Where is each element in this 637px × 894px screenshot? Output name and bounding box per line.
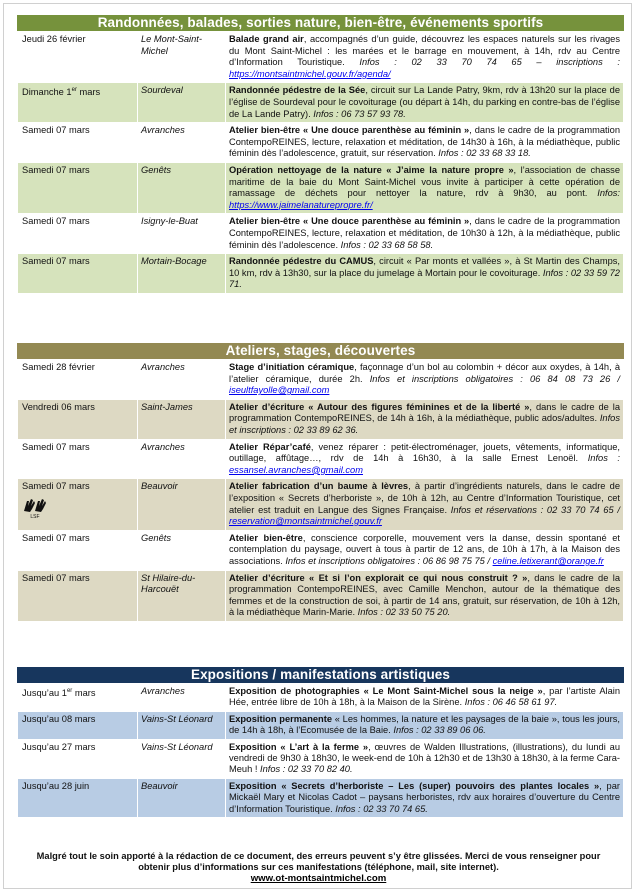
table-row — [18, 123, 624, 163]
event-title: Atelier fabrication d’un baume à lèvres — [229, 481, 409, 492]
event-date: Samedi 07 mars — [18, 570, 138, 621]
event-date: Dimanche 1er mars — [18, 83, 138, 123]
event-date: Vendredi 06 mars — [18, 399, 138, 439]
event-title: Exposition « L’art à la ferme » — [229, 741, 369, 752]
event-description: Atelier bien-être « Une douce parenthèse au féminin », dans le cadre de la programmation ContempoREINES, lecture, relaxation et méditation, de 14h30 à 16h, à la médiathèque, public féminin dès l’adolescence, gratuit, sur réservation. Infos : 02 33 68 33 18. — [226, 123, 624, 163]
event-info: Infos : 02 33 68 58 58. — [340, 239, 434, 250]
event-place: Mortain-Bocage — [138, 254, 226, 294]
event-date: Jeudi 26 février — [18, 32, 138, 83]
event-info: Infos : 02 33 70 74 65. — [335, 803, 428, 814]
event-date: Samedi 07 mars — [18, 214, 138, 254]
event-title: Atelier bien-être « Une douce parenthèse au féminin » — [229, 125, 470, 136]
table-row — [18, 439, 624, 479]
event-info: Infos : — [587, 453, 620, 464]
event-info: Infos : 02 33 70 82 40. — [260, 764, 353, 775]
events-table — [17, 31, 624, 294]
event-date: Samedi 07 mars — [18, 254, 138, 294]
event-place: St Hilaire-du-Harcouët — [138, 570, 226, 621]
section-title: Ateliers, stages, découvertes — [17, 343, 624, 359]
table-row — [18, 739, 624, 778]
table-row — [18, 32, 624, 83]
table-row — [18, 711, 624, 739]
event-place: Avranches — [138, 684, 226, 712]
event-title: Exposition de photographies « Le Mont Saint-Michel sous la neige » — [229, 686, 543, 696]
events-table — [17, 683, 624, 818]
event-place: Beauvoir — [138, 479, 226, 530]
event-info: Infos : 06 46 58 61 97. — [464, 697, 558, 708]
event-description: Exposition de photographies « Le Mont Saint-Michel sous la neige », par l’artiste Alain Hée, entrée libre de 10h à 18h, à la Maison de la Sirène. Infos : 06 46 58 61 97. — [226, 684, 624, 712]
table-row — [18, 360, 624, 400]
event-title: Atelier Répar’café — [229, 441, 311, 452]
section-title: Expositions / manifestations artistiques — [17, 667, 624, 683]
event-description: Exposition « Secrets d’herboriste – Les (super) pouvoirs des plantes locales », par Mickaël Mary et Nicolas Cadot – paysans herboristes, rdv aux horaires d’ouverture du Centre d’Information Touristique. Infos : 02 33 70 74 65. — [226, 778, 624, 817]
sign-language-icon — [22, 497, 48, 519]
event-place: Avranches — [138, 360, 226, 400]
event-place: Le Mont-Saint-Michel — [138, 32, 226, 83]
event-title: Balade grand air — [229, 34, 304, 44]
table-row — [18, 214, 624, 254]
event-place: Saint-James — [138, 399, 226, 439]
event-date: Samedi 07 mars — [18, 123, 138, 163]
event-date: Samedi 07 mars — [18, 530, 138, 570]
table-row — [18, 684, 624, 712]
section-title: Randonnées, balades, sorties nature, bien-être, événements sportifs — [17, 15, 624, 31]
table-row — [18, 778, 624, 817]
event-description: Balade grand air, accompagnés d’un guide, découvrez les espaces naturels sur les rivages du Mont Saint-Michel : les marées et le barrage en mouvement, à 14h, rdv au Centre d’Information Touristique. Infos : 02 33 70 74 65 – inscriptions : https://montsaintmichel.gouv.fr/agenda/ — [226, 32, 624, 83]
event-place: Vains-St Léonard — [138, 711, 226, 739]
event-description: Atelier bien-être « Une douce parenthèse au féminin », dans le cadre de la programmation ContempoREINES, lecture, relaxation et méditation, de 10h30 à 12h, à la médiathèque, public féminin dès l’adolescence. Infos : 02 33 68 58 58. — [226, 214, 624, 254]
event-link[interactable]: essansel.avranches@gmail.com — [229, 464, 363, 475]
event-info: Infos : 02 33 59 72 71. — [229, 267, 620, 290]
event-description: Exposition « L’art à la ferme », œuvres de Walden Illustrations, (illustrations), du lundi au vendredi de 9h30 à 18h30, le week-end de 10h à 12h30 et de 13h30 à 18h30, à la ferme Cara-Meuh ! Infos : 02 33 70 82 40. — [226, 739, 624, 778]
event-title: Stage d’initiation céramique — [229, 362, 355, 372]
event-description: Randonnée pédestre du CAMUS, circuit « Par monts et vallées », à St Martin des Champs, 10 km, rdv à 13h30, sur la place du jumelage à Mortain pour le covoiturage. Infos : 02 33 59 72 71. — [226, 254, 624, 294]
event-description: Opération nettoyage de la nature « J’aime la nature propre », l’association de chasse maritime de la baie du Mont Saint-Michel vous invite à participer à cette opération de ramassage de déchets pour nettoyer la nature, rdv à 9h30, au pont. Infos: https://www.jaimelanaturepropre.fr/ — [226, 162, 624, 213]
event-place: Sourdeval — [138, 83, 226, 123]
table-row — [18, 399, 624, 439]
event-place: Avranches — [138, 123, 226, 163]
event-info: Infos: — [597, 188, 620, 199]
event-link[interactable]: celine.letixerant@orange.fr — [492, 555, 604, 566]
table-row — [18, 570, 624, 621]
event-title: Atelier d’écriture « Autour des figures féminines et de la liberté » — [229, 401, 530, 412]
event-place: Avranches — [138, 439, 226, 479]
event-title: Atelier bien-être — [229, 532, 303, 543]
section-randonnees — [17, 15, 624, 294]
event-title: Randonnée pédestre de la Sée — [229, 85, 366, 96]
event-description: Exposition permanente « Les hommes, la nature et les paysages de la baie », tous les jours, de 14h à 18h, à l’Ecomusée de la Baie. Infos : 02 33 89 06 06. — [226, 711, 624, 739]
event-info: Infos : 02 33 89 06 06. — [393, 725, 486, 736]
event-place: Genêts — [138, 162, 226, 213]
event-date: Samedi 07 mars LSF — [18, 479, 138, 530]
event-title: Opération nettoyage de la nature « J’aime la nature propre » — [229, 164, 514, 175]
event-description: Stage d’initiation céramique, façonnage d’un bol au colombin + décor aux oxydes, à 14h, à l’atelier céramique, durée 2h. Infos et inscriptions obligatoires : 06 84 08 73 26 / iseultfayolle@gmail.com — [226, 360, 624, 400]
event-date: Samedi 07 mars — [18, 439, 138, 479]
event-link[interactable]: https://montsaintmichel.gouv.fr/agenda/ — [229, 68, 391, 79]
event-place: Vains-St Léonard — [138, 739, 226, 778]
event-place: Genêts — [138, 530, 226, 570]
event-link[interactable]: iseultfayolle@gmail.com — [229, 385, 330, 396]
event-info: Infos et inscriptions obligatoires : 06 84 08 73 26 / — [369, 373, 620, 384]
event-date: Samedi 28 février — [18, 360, 138, 400]
event-title: Randonnée pédestre du CAMUS — [229, 256, 374, 267]
event-info: Infos : 06 73 57 93 78. — [313, 108, 406, 119]
event-date: Jusqu’au 27 mars — [18, 739, 138, 778]
event-info: Infos et inscriptions : 02 33 89 62 36. — [229, 413, 620, 435]
event-description: Randonnée pédestre de la Sée, circuit sur La Lande Patry, 9km, rdv à 13h20 sur la place de l’église de Sourdeval pour le covoiturage (ou départ à 14h, du parking en contre-bas de l’église de La Lande Patry). Infos : 06 73 57 93 78. — [226, 83, 624, 123]
event-description: Atelier Répar’café, venez réparer : petit-électroménager, jouets, vêtements, informatique, outillage, affûtage…, rdv de 14h à 16h30, à la salle Ernest Lenoël. Infos : essansel.avranches@gmail.com — [226, 439, 624, 479]
event-title: Exposition « Secrets d’herboriste – Les (super) pouvoirs des plantes locales » — [229, 780, 600, 791]
event-info: Infos et inscriptions obligatoires : 06 86 98 75 75 / — [285, 555, 490, 566]
event-info: Infos : 02 33 68 33 18. — [438, 148, 531, 159]
events-table — [17, 359, 624, 622]
event-date: Jusqu’au 08 mars — [18, 711, 138, 739]
event-link[interactable]: https://www.jaimelanaturepropre.fr/ — [229, 199, 373, 210]
footer-disclaimer: Malgré tout le soin apporté à la rédaction de ce document, des erreurs peuvent s’y être glissées. Merci de vous renseigner pour obtenir plus d’informations sur ces manifestations (téléphone, mail, site internet). — [36, 851, 601, 872]
event-description: Atelier d’écriture « Autour des figures féminines et de la liberté », dans le cadre de la programmation ContempoREINES, de 14h à 16h, à la médiathèque, public ados/adultes. Infos et inscriptions : 02 33 89 62 36. — [226, 399, 624, 439]
sign-language-label: LSF — [30, 513, 40, 520]
event-place: Beauvoir — [138, 778, 226, 817]
event-link[interactable]: reservation@montsaintmichel.gouv.fr — [229, 516, 382, 527]
footer-website-link[interactable]: www.ot-montsaintmichel.com — [250, 873, 387, 884]
event-title: Atelier bien-être « Une douce parenthèse au féminin » — [229, 216, 470, 227]
event-description: Atelier bien-être, conscience corporelle, mouvement vers la danse, dessin spontané et contemplation du paysage, ouvert à tous à partir de 12 ans, de 10h à 17h, à la Maison des associations. Infos et inscriptions obligatoires : 06 86 98 75 75 / celine.letixerant@orange.fr — [226, 530, 624, 570]
event-info: Infos : 02 33 50 75 20. — [357, 607, 451, 618]
event-date: Jusqu’au 28 juin — [18, 778, 138, 817]
event-title: Exposition permanente — [229, 713, 332, 724]
event-date: Jusqu’au 1er mars — [18, 684, 138, 712]
section-ateliers — [17, 343, 624, 622]
table-row — [18, 162, 624, 213]
event-description: Atelier d’écriture « Et si l’on explorait ce qui nous construit ? », dans le cadre de la programmation ContempoREINES, avec Camille Menchon, autour de la thématique des femmes et de la construction de soi, à partir de 14 ans, gratuit, sur réservation, de 10h à 12h, à la médiathèque Marin-Marie. Infos : 02 33 50 75 20. — [226, 570, 624, 621]
table-row — [18, 83, 624, 123]
section-expositions — [17, 667, 624, 818]
event-place: Isigny-le-Buat — [138, 214, 226, 254]
table-row — [18, 530, 624, 570]
event-info: Infos : 02 33 70 74 65 – inscriptions : — [359, 57, 620, 68]
footer — [30, 851, 607, 884]
event-info: Infos et réservations : 02 33 70 74 65 / — [450, 504, 620, 515]
table-row — [18, 254, 624, 294]
event-date: Samedi 07 mars — [18, 162, 138, 213]
event-title: Atelier d’écriture « Et si l’on explorait ce qui nous construit ? » — [229, 572, 528, 583]
table-row — [18, 479, 624, 530]
event-description: Atelier fabrication d’un baume à lèvres, à partir d’ingrédients naturels, dans le cadre de l’exposition « Secrets d’herboriste », de 10h à 12h, au Centre d’Information Touristique, cet atelier est traduit en Langue des Signes Française. Infos et réservations : 02 33 70 74 65 / reservation@montsaintmichel.gouv.fr — [226, 479, 624, 530]
